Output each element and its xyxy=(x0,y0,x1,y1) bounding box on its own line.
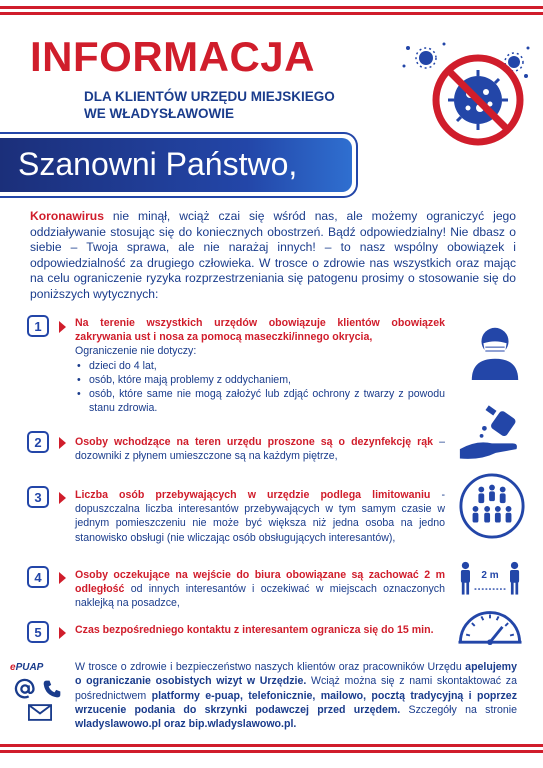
arrow-icon xyxy=(59,627,66,639)
guideline-number: 5 xyxy=(27,621,49,643)
footer-paragraph xyxy=(75,660,517,731)
greeting-text: Szanowni Państwo, xyxy=(18,146,298,182)
arrow-icon xyxy=(59,321,66,333)
epuap-prefix: e xyxy=(10,662,16,673)
arrow-icon xyxy=(59,437,66,449)
guideline-bold: Osoby oczekujące na wejście do biura obowiązane są zachować 2 m odległość xyxy=(75,569,445,596)
at-sign-icon xyxy=(14,678,36,700)
list-item: • osób, które same nie mogą założyć lub zdjąć ochrony z twarzy z powodu stanu zdrowia. xyxy=(75,387,445,415)
footer-bold-2: platformy e-puap, telefonicznie, mailowo, pocztą tradycyjną i poprzez wrzucenie podania do skrzynki podawczej przed urzędem. xyxy=(75,689,517,716)
epuap-name: PUAP xyxy=(15,662,44,673)
exception-list xyxy=(75,359,445,416)
no-virus-icon xyxy=(396,36,536,156)
arrow-icon xyxy=(59,492,66,504)
guideline-bold: Czas bezpośredniego kontaktu z interesantem ogranicza się do 15 min. xyxy=(75,624,434,636)
social-distance-icon xyxy=(458,560,522,600)
guideline-rest: – dozowniki z płynem umieszczone są na każdym piętrze, xyxy=(75,436,445,463)
intro-highlight: Koronawirus xyxy=(30,209,104,223)
guideline-note: Ograniczenie nie dotyczy: xyxy=(75,345,197,358)
guideline-text xyxy=(75,435,445,463)
epuap-logo xyxy=(10,662,43,673)
footer-bold-3: wladyslawowo.pl oraz bip.wladyslawowo.pl. xyxy=(75,718,297,731)
guideline-bold: Liczba osób przebywających w urzędzie podlega limitowaniu xyxy=(75,489,431,501)
guideline-rest: - dopuszczalna liczba interesantów przebywających w tym samym czasie w jednym pomieszczeniu nie może być większa niż jedna osoba na jedno stanowisko obsługi (nie wliczając osób obsługujących interesantów), xyxy=(75,489,445,544)
intro-paragraph xyxy=(30,209,516,303)
guideline-number: 1 xyxy=(27,315,49,337)
list-item: • dzieci do 4 lat, xyxy=(75,359,445,373)
guideline-number: 3 xyxy=(27,486,49,508)
distance-label: 2 m xyxy=(481,570,499,582)
guideline-bold: Osoby wchodzące na teren urzędu proszone są o dezynfekcję rąk xyxy=(75,436,434,448)
subtitle-line-1: DLA KLIENTÓW URZĘDU MIEJSKIEGO xyxy=(84,89,335,104)
top-stripes xyxy=(0,6,543,18)
page-subtitle xyxy=(84,88,335,122)
intro-text: nie minął, wciąż czai się wśród nas, ale możemy ograniczyć jego oddziaływanie stosując się do koniecznych obostrzeń. Bądź odpowiedzialny! Nie dbasz o siebie – Twoja sprawa, ale nie narażaj innych! – to nasz wspólny obowiązek i odpowiedzialność za drugiego człowieka. W trosce o zdrowie nas wszystkich oraz mając na celu ograniczenie ryzyka rozprzestrzeniania się patogenu prosimy o stosowanie się do poniższych wytycznych: xyxy=(30,209,516,301)
guideline-text xyxy=(75,623,445,637)
hand-sanitizer-icon xyxy=(458,405,524,463)
page-title: INFORMACJA xyxy=(30,33,315,80)
footer-text-1: W trosce o zdrowie i bezpieczeństwo naszych klientów oraz pracowników Urzędu xyxy=(75,661,466,673)
mail-icon xyxy=(28,704,52,721)
face-mask-icon xyxy=(466,322,524,380)
timer-icon xyxy=(456,604,524,646)
footer-bold-1: apelujemy o ograniczanie osobistych wizyt w Urzędzie. xyxy=(75,661,517,688)
arrow-icon xyxy=(59,572,66,584)
guideline-text xyxy=(75,568,445,611)
guideline-bold: Na terenie wszystkich urzędów obowiązuje klientów obowiązek zakrywania ust i nosa za pomocą maseczki/innego okrycia, xyxy=(75,317,445,344)
subtitle-line-2: WE WŁADYSŁAWOWIE xyxy=(84,106,234,121)
guideline-text xyxy=(75,316,445,415)
guideline-rest: od innych interesantów i oczekiwać w miejscach oznaczonych naklejką na posadzce, xyxy=(75,583,445,610)
phone-icon xyxy=(42,679,62,699)
guideline-number: 2 xyxy=(27,431,49,453)
guideline-text xyxy=(75,488,445,545)
list-item: • osób, które mają problemy z oddychaniem, xyxy=(75,373,445,387)
crowd-limit-icon xyxy=(458,472,526,540)
footer-text-2: Wciąż można się z nami skontaktować za pośrednictwem xyxy=(75,675,517,702)
footer-text-3: Szczegóły na stronie xyxy=(400,703,517,716)
guideline-number: 4 xyxy=(27,566,49,588)
bottom-stripes xyxy=(0,744,543,756)
